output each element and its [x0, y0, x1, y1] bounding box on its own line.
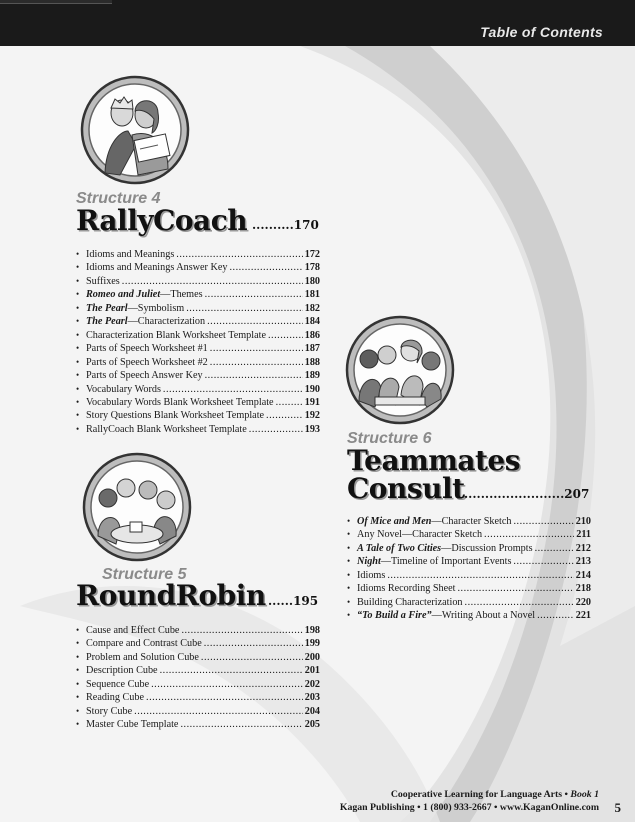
toc-entry [347, 582, 591, 595]
dot-leader [465, 597, 574, 609]
header-stub [0, 0, 112, 4]
toc-entry-page: 200 [304, 651, 320, 663]
dot-leader [484, 529, 574, 541]
toc-entry [76, 261, 320, 274]
toc-entry-page: 212 [575, 542, 591, 554]
dot-leader [181, 625, 302, 637]
toc-entry [347, 555, 591, 568]
toc-entry-title [357, 543, 533, 555]
toc-entry-title [86, 330, 266, 342]
toc-entry-text: Idioms and Meanings Answer Key [86, 262, 228, 274]
dot-leader [229, 262, 302, 274]
bullet-icon: • [76, 329, 80, 340]
toc-entry-title [86, 303, 184, 315]
dot-leader [205, 370, 303, 382]
toc-entry-title [86, 316, 205, 328]
dot-leader [387, 570, 573, 582]
toc-entry-title [357, 583, 455, 595]
toc-entry-page: 214 [575, 569, 591, 581]
dot-leader [210, 357, 303, 369]
toc-entry [76, 637, 320, 650]
dot-leader [276, 397, 303, 409]
toc-entry-text: RallyCoach Blank Worksheet Template [86, 423, 247, 435]
dot-leader [146, 692, 303, 704]
toc-entry [76, 409, 320, 422]
toc-entry-title [86, 665, 158, 677]
toc-entry-page: 181 [304, 289, 320, 301]
toc-entry-page: 198 [304, 625, 320, 636]
toc-entry [76, 369, 320, 382]
toc-entry [76, 275, 320, 288]
toc-entry-work-title: A Tale of Two Cities [357, 542, 442, 554]
toc-entry-page: 191 [304, 396, 320, 408]
dot-leader [268, 330, 303, 342]
bullet-icon: • [76, 678, 80, 689]
toc-entry-page: 199 [304, 638, 320, 650]
header-band [0, 0, 635, 46]
toc-entry-title [86, 343, 208, 355]
structure-5-label: Structure 5 [102, 566, 187, 583]
structure-5-contents [76, 624, 320, 732]
dot-leader [210, 343, 303, 355]
bullet-icon: • [76, 638, 80, 649]
bullet-icon: • [76, 356, 80, 367]
dot-leader [249, 424, 303, 436]
toc-entry-page: 178 [304, 262, 320, 274]
toc-entry [347, 528, 591, 541]
toc-entry-title [357, 516, 511, 528]
toc-entry [76, 288, 320, 301]
structure-5-page: ......195 [268, 594, 319, 608]
toc-entry-page: 201 [304, 665, 320, 677]
dot-leader [535, 543, 574, 555]
toc-entry [347, 596, 591, 609]
toc-entry-text: Compare and Contrast Cube [86, 638, 202, 650]
toc-entry [76, 342, 320, 355]
dot-leader [513, 556, 573, 568]
structure-5-name: RoundRobin [76, 579, 266, 612]
toc-entry-title [357, 556, 511, 568]
structure-4-page: ..........170 [252, 218, 319, 232]
toc-entry-text: Suffixes [86, 275, 120, 287]
toc-entry-text: Reading Cube [86, 692, 145, 704]
toc-entry-page: 204 [304, 705, 320, 717]
toc-entry-page: 221 [575, 610, 591, 622]
bullet-icon: • [76, 651, 80, 662]
toc-entry [347, 542, 591, 555]
bullet-icon: • [76, 665, 80, 676]
toc-entry [76, 624, 320, 637]
dot-leader [180, 719, 302, 731]
bullet-icon: • [76, 289, 80, 300]
toc-entry [76, 678, 320, 691]
toc-entry-text: Idioms and Meanings [86, 249, 175, 260]
toc-entry-page: 189 [304, 370, 320, 382]
toc-entry [76, 664, 320, 677]
toc-entry [76, 691, 320, 704]
toc-entry-title [86, 424, 247, 436]
bullet-icon: • [76, 316, 80, 327]
toc-entry-title [86, 625, 179, 637]
toc-entry-title [86, 262, 227, 274]
bullet-icon: • [347, 610, 351, 621]
dot-leader [186, 303, 303, 315]
roundrobin-illustration [82, 452, 192, 562]
toc-entry-title [86, 706, 132, 718]
toc-entry-text: Vocabulary Words [86, 383, 161, 395]
bullet-icon: • [76, 383, 80, 394]
bullet-icon: • [347, 556, 351, 567]
toc-entry-text: —Symbolism [127, 302, 185, 314]
bullet-icon: • [76, 396, 80, 407]
toc-entry-title [86, 679, 149, 691]
toc-entry-title [357, 570, 385, 582]
toc-entry [76, 423, 320, 436]
structure-4-name: RallyCoach [76, 204, 248, 237]
rallycoach-illustration [80, 75, 190, 185]
bullet-icon: • [347, 529, 351, 540]
toc-entry [76, 356, 320, 369]
page-number: 5 [614, 800, 621, 815]
dot-leader [134, 706, 303, 718]
toc-entry [347, 609, 591, 622]
toc-entry-text: Problem and Solution Cube [86, 651, 199, 663]
toc-entry-text: Sequence Cube [86, 678, 150, 690]
toc-entry-title [86, 357, 208, 369]
toc-entry-title [86, 370, 203, 382]
dot-leader [201, 652, 303, 664]
toc-entry-page: 211 [576, 529, 591, 541]
dot-leader [163, 384, 303, 396]
toc-entry-text: Any Novel—Character Sketch [357, 529, 483, 541]
toc-entry-text: —Writing About a Novel [431, 610, 536, 622]
toc-entry-text: —Themes [160, 289, 203, 301]
bullet-icon: • [76, 262, 80, 273]
bullet-icon: • [76, 705, 80, 716]
toc-entry-work-title: Of Mice and Men [357, 516, 432, 527]
toc-entry-page: 186 [304, 329, 320, 341]
bullet-icon: • [347, 569, 351, 580]
toc-entry-page: 193 [304, 423, 320, 435]
dot-leader [205, 289, 303, 301]
bullet-icon: • [76, 275, 80, 286]
toc-entry [347, 569, 591, 582]
toc-entry-page: 172 [304, 249, 320, 260]
dot-leader [513, 516, 573, 528]
toc-entry [347, 515, 591, 528]
toc-entry-page: 205 [304, 719, 320, 731]
dot-leader [176, 249, 302, 261]
toc-entry-page: 220 [575, 596, 591, 608]
toc-entry-text: Characterization Blank Worksheet Template [86, 329, 266, 341]
toc-entry [76, 383, 320, 396]
toc-entry-text: Cause and Effect Cube [86, 625, 180, 636]
toc-entry-text: Parts of Speech Worksheet #2 [86, 356, 208, 368]
bullet-icon: • [347, 583, 351, 594]
toc-entry-page: 202 [304, 678, 320, 690]
toc-entry-text: Parts of Speech Worksheet #1 [86, 343, 208, 355]
toc-entry [76, 718, 320, 731]
toc-entry-title [86, 397, 274, 409]
toc-entry-page: 190 [304, 383, 320, 395]
structure-4-label: Structure 4 [76, 190, 161, 207]
bullet-icon: • [76, 302, 80, 313]
teammates-consult-illustration [345, 315, 455, 425]
toc-entry-title [86, 692, 144, 704]
toc-entry-page: 182 [304, 302, 320, 314]
toc-entry-title [357, 597, 463, 609]
bullet-icon: • [76, 719, 80, 730]
bullet-icon: • [76, 625, 80, 635]
structure-4-contents [76, 248, 320, 436]
bullet-icon: • [76, 423, 80, 434]
toc-entry-title [86, 276, 120, 288]
toc-entry-page: 213 [575, 556, 591, 568]
toc-entry-text: Story Cube [86, 705, 133, 717]
footer-publisher: Kagan Publishing • 1 (800) 933-2667 • www.KaganOnline.com [339, 802, 599, 813]
toc-entry-text: Parts of Speech Answer Key [86, 370, 203, 382]
toc-entry-text: —Character Sketch [431, 516, 512, 527]
toc-entry-title [86, 249, 174, 261]
toc-entry [76, 705, 320, 718]
toc-entry-text: Master Cube Template [86, 719, 179, 731]
toc-entry-page: 188 [304, 356, 320, 368]
toc-entry-work-title: Romeo and Juliet [86, 289, 161, 301]
toc-entry-text: Vocabulary Words Blank Worksheet Template [86, 396, 274, 408]
bullet-icon: • [76, 692, 80, 703]
toc-entry-work-title: The Pearl [86, 316, 128, 328]
toc-entry-text: Description Cube [86, 665, 158, 677]
bullet-icon: • [76, 370, 80, 381]
bullet-icon: • [347, 516, 351, 526]
toc-entry-page: 210 [575, 516, 591, 527]
structure-6-page: ........................207 [464, 487, 590, 501]
structure-6-name-line1: Teammates [347, 444, 520, 477]
toc-entry-title [86, 384, 161, 396]
dot-leader [207, 316, 303, 328]
toc-entry-title [357, 610, 535, 622]
toc-entry-page: 187 [304, 343, 320, 355]
dot-leader [204, 638, 303, 650]
toc-entry [76, 329, 320, 342]
dot-leader [151, 679, 303, 691]
toc-entry-text: —Discussion Prompts [441, 542, 533, 554]
toc-entry-page: 203 [304, 692, 320, 704]
structure-6-contents [347, 515, 591, 623]
toc-entry-text: Idioms Recording Sheet [357, 583, 456, 595]
toc-entry-title [86, 289, 203, 301]
toc-entry [76, 651, 320, 664]
toc-entry-text: Story Questions Blank Worksheet Template [86, 410, 265, 422]
bullet-icon: • [347, 542, 351, 553]
toc-entry-title [86, 719, 178, 731]
dot-leader [266, 410, 303, 422]
toc-entry-page: 184 [304, 316, 320, 328]
structure-6-name-line2: Consult [347, 472, 465, 505]
toc-entry-page: 192 [304, 410, 320, 422]
toc-entry-title [357, 529, 482, 541]
toc-entry-page: 180 [304, 275, 320, 287]
toc-entry-text: —Timeline of Important Events [380, 556, 512, 568]
bullet-icon: • [76, 343, 80, 354]
dot-leader [122, 276, 303, 288]
toc-entry-text: Idioms [357, 569, 386, 581]
toc-entry-work-title: “To Build a Fire” [357, 610, 432, 622]
footer-book-title: Cooperative Learning for Language Arts • Book 1 [390, 789, 599, 800]
toc-entry [76, 248, 320, 261]
section-title: Table of Contents [480, 24, 603, 40]
toc-entry-title [86, 638, 202, 650]
toc-entry-title [86, 410, 264, 422]
toc-entry-text: Building Characterization [357, 596, 463, 608]
toc-entry [76, 396, 320, 409]
toc-entry-work-title: The Pearl [86, 302, 128, 314]
toc-entry [76, 315, 320, 328]
bullet-icon: • [347, 596, 351, 607]
page-footer [340, 788, 621, 814]
dot-leader [457, 583, 573, 595]
dot-leader [160, 665, 303, 677]
bullet-icon: • [76, 410, 80, 421]
toc-entry-work-title: Night [357, 556, 381, 568]
dot-leader [537, 610, 574, 622]
structure-6-label: Structure 6 [347, 430, 432, 447]
toc-entry [76, 302, 320, 315]
toc-entry-title [86, 652, 199, 664]
toc-entry-page: 218 [575, 583, 591, 595]
bullet-icon: • [76, 249, 80, 259]
toc-entry-text: —Characterization [127, 316, 206, 328]
